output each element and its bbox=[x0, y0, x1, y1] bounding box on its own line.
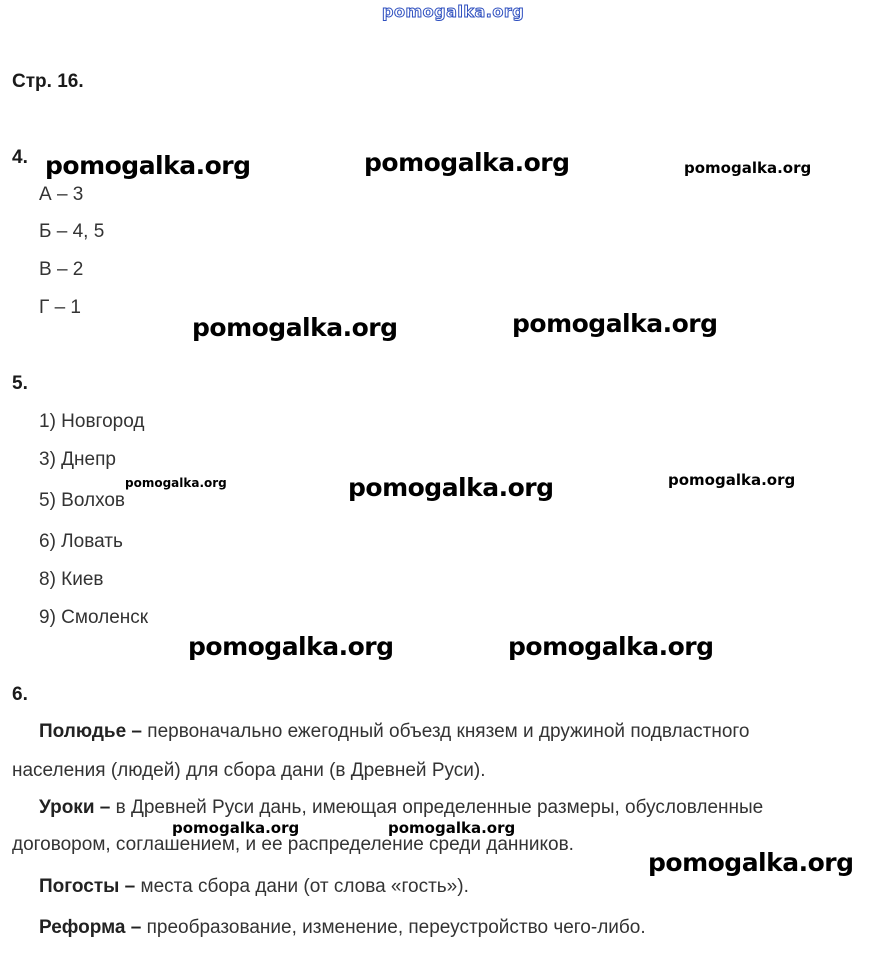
task-5-item: 6) Ловать bbox=[39, 531, 123, 552]
definition-term: Уроки bbox=[39, 797, 95, 818]
watermark: pomogalka.org bbox=[388, 819, 516, 837]
definition-term: Полюдье bbox=[39, 721, 127, 742]
definition-text: первоначально ежегодный объезд князем и дружиной подвластного bbox=[147, 721, 750, 742]
watermark: pomogalka.org bbox=[125, 476, 227, 490]
page-label: Стр. 16. bbox=[12, 71, 84, 92]
definition-text: в Древней Руси дань, имеющая определенные размеры, обусловленные bbox=[115, 797, 764, 818]
definition-line bbox=[39, 876, 469, 898]
definition-dash: – bbox=[126, 721, 148, 742]
definition-text: места сбора дани (от слова «гость»). bbox=[140, 876, 469, 897]
definition-term: Погосты bbox=[39, 876, 120, 897]
watermark: pomogalka.org bbox=[348, 473, 554, 502]
task-5-item: 8) Киев bbox=[39, 569, 104, 590]
task-4-number: 4. bbox=[12, 147, 28, 168]
definition-text: преобразование, изменение, переустройство чего-либо. bbox=[146, 917, 646, 938]
task-4-item: В – 2 bbox=[39, 259, 84, 280]
definition-dash: – bbox=[125, 917, 147, 938]
task-5-item: 9) Смоленск bbox=[39, 607, 149, 628]
task-4-item: Б – 4, 5 bbox=[39, 221, 105, 242]
watermark: pomogalka.org bbox=[668, 471, 796, 489]
definition-line bbox=[39, 797, 763, 819]
definition-term: Реформа bbox=[39, 917, 126, 938]
watermark-top: pomogalka.org bbox=[382, 2, 525, 21]
task-5-item: 1) Новгород bbox=[39, 411, 145, 432]
watermark: pomogalka.org bbox=[364, 148, 570, 177]
watermark: pomogalka.org bbox=[512, 309, 718, 338]
definition-line: договором, соглашением, и ее распределение среди данников. bbox=[12, 834, 574, 855]
definition-dash: – bbox=[94, 797, 116, 818]
definition-dash: – bbox=[119, 876, 141, 897]
task-6-number: 6. bbox=[12, 684, 28, 705]
watermark: pomogalka.org bbox=[508, 632, 714, 661]
watermark: pomogalka.org bbox=[188, 632, 394, 661]
task-4-item: А – 3 bbox=[39, 184, 84, 205]
task-5-number: 5. bbox=[12, 373, 28, 394]
watermark: pomogalka.org bbox=[172, 819, 300, 837]
watermark: pomogalka.org bbox=[192, 313, 398, 342]
task-4-item: Г – 1 bbox=[39, 297, 81, 318]
task-5-item: 5) Волхов bbox=[39, 490, 126, 511]
watermark: pomogalka.org bbox=[45, 151, 251, 180]
task-5-item: 3) Днепр bbox=[39, 449, 116, 470]
watermark: pomogalka.org bbox=[684, 159, 812, 177]
definition-line bbox=[39, 721, 750, 743]
definition-line bbox=[39, 917, 646, 939]
definition-line: населения (людей) для сбора дани (в Древней Руси). bbox=[12, 760, 486, 781]
watermark: pomogalka.org bbox=[648, 848, 854, 877]
